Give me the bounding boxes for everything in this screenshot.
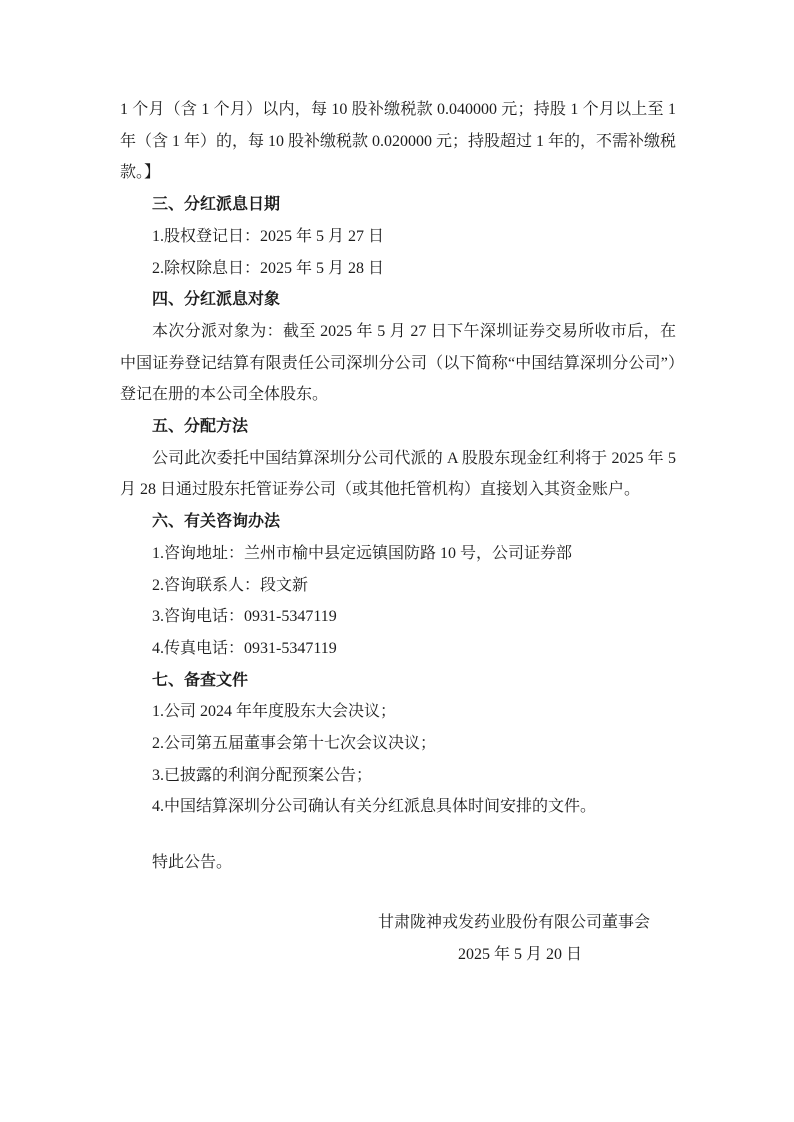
section-heading-dividend-dates: 三、分红派息日期	[152, 196, 281, 214]
list-item-board-meeting-resolution: 2.公司第五届董事会第十七次会议决议；	[152, 735, 437, 753]
list-item-shareholder-meeting-resolution: 1.公司 2024 年年度股东大会决议；	[152, 703, 397, 721]
section-heading-distribution-method: 五、分配方法	[152, 418, 249, 436]
announcement-document	[120, 94, 676, 970]
closing-statement: 特此公告。	[152, 854, 233, 872]
list-item-profit-distribution-plan: 3.已披露的利润分配预案公告；	[152, 766, 373, 784]
section-heading-consultation: 六、有关咨询办法	[152, 513, 281, 531]
list-item-consultation-contact: 2.咨询联系人：段文新	[152, 576, 309, 594]
section-heading-dividend-recipients: 四、分红派息对象	[152, 291, 281, 309]
continuation-paragraph: 1 个月（含 1 个月）以内，每 10 股补缴税款 0.040000 元；持股 1 个月以上至 1 年（含 1 年）的，每 10 股补缴税款 0.020000 元；持股超过 1 年的，不需补缴税款。】	[120, 101, 677, 182]
list-item-consultation-phone: 3.咨询电话：0931-5347119	[152, 608, 337, 626]
list-item-csdc-confirmation: 4.中国结算深圳分公司确认有关分红派息具体时间安排的文件。	[152, 798, 597, 816]
board-signature: 甘肃陇神戎发药业股份有限公司董事会	[377, 913, 650, 931]
list-item-ex-dividend-date: 2.除权除息日：2025 年 5 月 28 日	[152, 259, 385, 277]
signature-block	[120, 907, 676, 970]
list-item-fax-number: 4.传真电话：0931-5347119	[152, 639, 337, 657]
paragraph-distribution-method: 公司此次委托中国结算深圳分公司代派的 A 股股东现金红利将于 2025 年 5 月 28 日通过股东托管证券公司（或其他托管机构）直接划入其资金账户。	[120, 449, 676, 499]
list-item-record-date: 1.股权登记日：2025 年 5 月 27 日	[152, 227, 385, 245]
list-item-consultation-address: 1.咨询地址：兰州市榆中县定远镇国防路 10 号，公司证券部	[152, 544, 573, 562]
section-heading-reference-documents: 七、备查文件	[152, 671, 249, 689]
announcement-date: 2025 年 5 月 20 日	[457, 945, 582, 963]
paragraph-dividend-recipients: 本次分派对象为：截至 2025 年 5 月 27 日下午深圳证券交易所收市后，在中国证券登记结算有限责任公司深圳分公司（以下简称“中国结算深圳分公司”）登记在册的本公司全体股东。	[120, 322, 676, 404]
